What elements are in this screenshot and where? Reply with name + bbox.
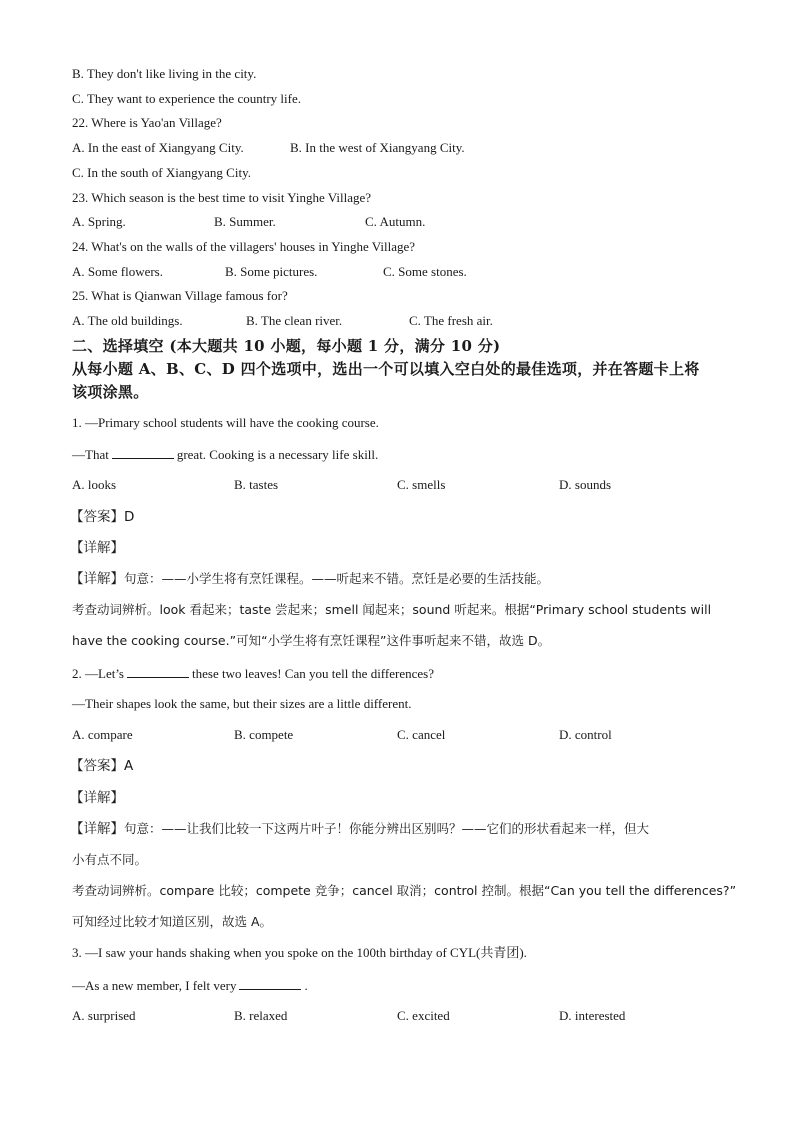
q25-option-c: C. The fresh air.: [409, 313, 493, 328]
q23-option-b: B. Summer.: [214, 214, 276, 229]
q3-option-a: A. surprised: [72, 1008, 136, 1023]
q22-option-a: A. In the east of Xiangyang City.: [72, 140, 244, 155]
q23-option-c: C. Autumn.: [365, 214, 426, 229]
q2-detail-text1: 句意：——让我们比较一下这两片叶子！你能分辨出区别吗？——它们的形状看起来一样，但大: [124, 821, 650, 836]
q2-answer-label: 【答案】: [70, 758, 124, 774]
q24-option-a: A. Some flowers.: [72, 264, 163, 279]
q23-option-a: A. Spring.: [72, 214, 126, 229]
q21-option-c: C. They want to experience the country life.: [72, 91, 301, 106]
section-instruction-line1: 从每小题 A、B、C、D 四个选项中，选出一个可以填入空白处的最佳选项，并在答题卡上将: [72, 360, 700, 378]
section-instruction-line2: 该项涂黑。: [72, 383, 149, 401]
q2-detail-line4: 可知经过比较才知道区别，故选 A。: [72, 914, 273, 929]
q2-option-d: D. control: [559, 727, 612, 742]
q1-detail-text1: 句意：——小学生将有烹饪课程。——听起来不错。烹饪是必要的生活技能。: [124, 571, 550, 586]
q2-answer: [70, 758, 133, 774]
q2-line1: [72, 665, 434, 682]
q3-line2-post: .: [304, 978, 308, 993]
q1-line2-pre: —That: [72, 447, 109, 462]
q2-option-c: C. cancel: [397, 727, 446, 742]
q24-option-c: C. Some stones.: [383, 264, 467, 279]
q2-detail-line3: 考查动词辨析。compare 比较；compete 竞争；cancel 取消；control 控制。根据“Can you tell the differences?”: [72, 883, 737, 898]
q1-line2-post: great. Cooking is a necessary life skill.: [176, 447, 379, 462]
q1-detail-line2: 考查动词辨析。look 看起来；taste 尝起来；smell 闻起来；sound 听起来。根据“Primary school students will: [72, 602, 712, 617]
q3-blank: [239, 977, 301, 990]
q24-stem: 24. What's on the walls of the villagers' houses in Yinghe Village?: [72, 239, 416, 254]
q2-detail-prefix: 【详解】: [70, 821, 124, 837]
q22-stem: 22. Where is Yao'an Village?: [72, 115, 222, 130]
q2-detail-line2: 小有点不同。: [72, 852, 148, 867]
q3-line1: 3. —I saw your hands shaking when you spoke on the 100th birthday of CYL(共青团).: [72, 945, 527, 960]
q3-line2-pre: —As a new member, I felt very: [72, 978, 237, 993]
q1-detail-prefix: 【详解】: [70, 571, 124, 587]
q24-option-b: B. Some pictures.: [225, 264, 318, 279]
q1-detail-line1: [70, 571, 549, 587]
q21-option-b: B. They don't like living in the city.: [72, 66, 257, 81]
q3-option-c: C. excited: [397, 1008, 450, 1023]
q3-option-d: D. interested: [559, 1008, 626, 1023]
q2-detail-heading: 【详解】: [70, 790, 124, 806]
q3-option-b: B. relaxed: [234, 1008, 288, 1023]
q22-option-c: C. In the south of Xiangyang City.: [72, 165, 251, 180]
q2-line2: —Their shapes look the same, but their sizes are a little different.: [72, 696, 412, 711]
q25-option-a: A. The old buildings.: [72, 313, 183, 328]
q1-answer: [70, 509, 134, 525]
q2-option-a: A. compare: [72, 727, 133, 742]
q2-line1-pre: 2. —Let’s: [72, 666, 124, 681]
q1-option-c: C. smells: [397, 477, 446, 492]
q1-detail-line3: have the cooking course.”可知“小学生将有烹饪课程”这件事听起来不错，故选 D。: [72, 633, 551, 648]
q22-option-b: B. In the west of Xiangyang City.: [290, 140, 465, 155]
q2-line1-post: these two leaves! Can you tell the differences?: [192, 666, 434, 681]
q25-stem: 25. What is Qianwan Village famous for?: [72, 288, 288, 303]
q25-option-b: B. The clean river.: [246, 313, 343, 328]
q3-line2: [72, 977, 308, 994]
q1-line1: 1. —Primary school students will have the cooking course.: [72, 415, 379, 430]
q1-line2: [72, 446, 378, 463]
q1-detail-heading: 【详解】: [70, 540, 124, 556]
q23-stem: 23. Which season is the best time to visit Yinghe Village?: [72, 190, 372, 205]
q1-answer-value: D: [124, 509, 135, 525]
section-title: 二、选择填空 (本大题共 10 小题，每小题 1 分，满分 10 分): [72, 337, 501, 355]
q1-option-d: D. sounds: [559, 477, 612, 492]
q1-option-a: A. looks: [72, 477, 117, 492]
q2-detail-line1: [70, 821, 649, 837]
q1-option-b: B. tastes: [234, 477, 279, 492]
q1-answer-label: 【答案】: [70, 509, 124, 525]
q2-answer-value: A: [124, 758, 134, 774]
q2-blank: [127, 665, 189, 678]
q1-blank: [112, 446, 174, 459]
q2-option-b: B. compete: [234, 727, 294, 742]
